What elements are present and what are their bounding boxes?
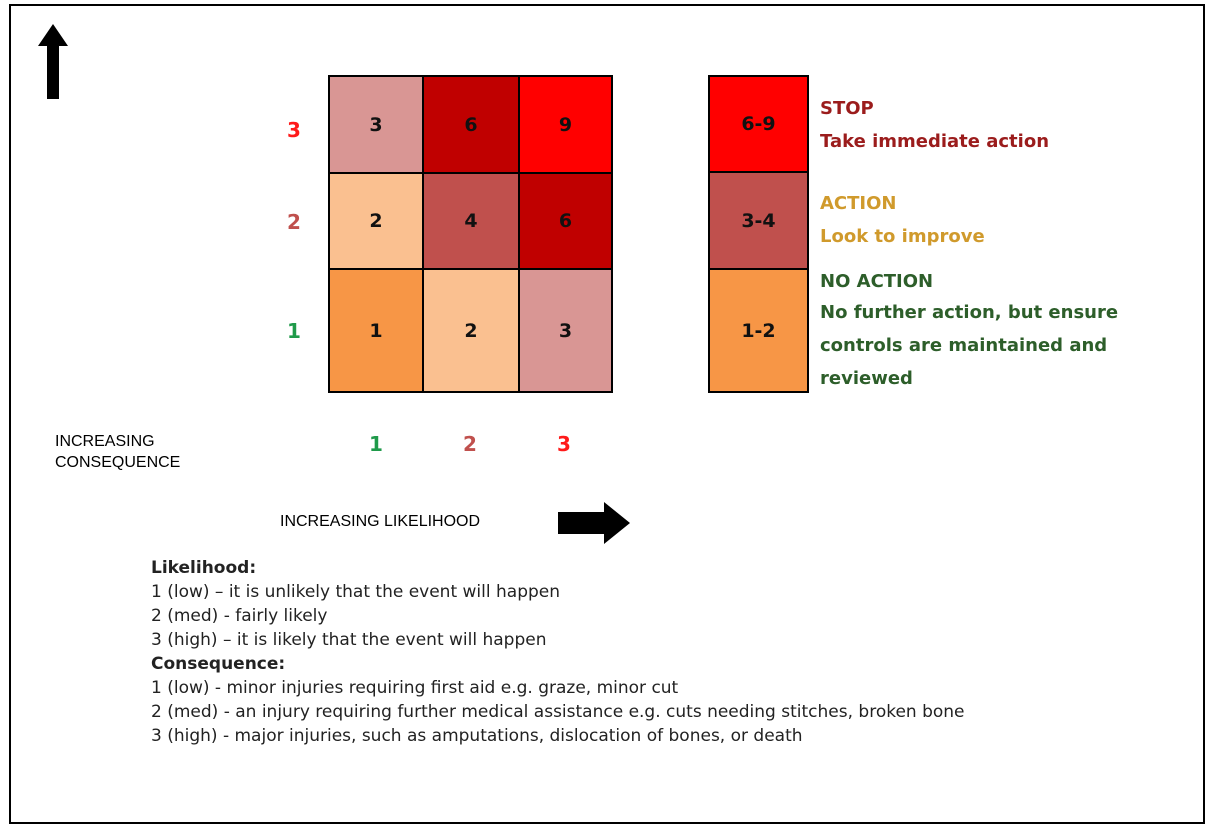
legend-range-action: 3-4 [708,171,809,270]
matrix-cell-r3-c2: 6 [422,75,520,174]
likelihood-axis-label: INCREASING LIKELIHOOD [280,513,481,530]
row-label-1: 1 [287,319,301,343]
likelihood-item: 2 (med) - fairly likely [151,606,328,626]
legend-range-stop: 6-9 [708,75,809,173]
matrix-cell-r1-c2: 2 [422,268,520,393]
legend-no-action-text: No further action, but ensure controls are maintained and reviewed [820,302,1119,389]
legend-action-title: ACTION [820,193,897,214]
col-label-1: 1 [369,432,383,456]
consequence-axis-label: INCREASING CONSEQUENCE [55,433,181,471]
matrix-cell-r1-c1: 1 [328,268,424,393]
legend-stop [820,92,1049,158]
legend-stop-text: Take immediate action [820,131,1050,152]
notes [151,556,1181,748]
matrix-cell-r3-c3: 9 [518,75,613,174]
matrix-cell-r2-c3: 6 [518,172,613,270]
consequence-item: 2 (med) - an injury requiring further medical assistance e.g. cuts needing stitches, broken bone [151,702,965,722]
consequence-heading: Consequence: [151,654,286,674]
legend-no-action-title: NO ACTION [820,271,934,292]
consequence-item: 3 (high) - major injuries, such as amputations, dislocation of bones, or death [151,726,803,746]
up-arrow-icon [38,24,68,99]
likelihood-item: 3 (high) – it is likely that the event will happen [151,630,547,650]
legend-range-no-action: 1-2 [708,268,809,393]
legend-no-action [820,267,1120,395]
consequence-list [151,676,1181,748]
col-label-3: 3 [557,432,571,456]
legend-action [820,187,985,253]
likelihood-list [151,580,1181,652]
matrix-cell-r3-c1: 3 [328,75,424,174]
legend-stop-title: STOP [820,98,874,119]
likelihood-heading: Likelihood: [151,558,257,578]
row-label-3: 3 [287,118,301,142]
right-arrow-icon [558,502,630,544]
col-label-2: 2 [463,432,477,456]
matrix-cell-r2-c1: 2 [328,172,424,270]
likelihood-item: 1 (low) – it is unlikely that the event will happen [151,582,561,602]
row-label-2: 2 [287,210,301,234]
matrix-cell-r2-c2: 4 [422,172,520,270]
matrix-cell-r1-c3: 3 [518,268,613,393]
legend-action-text: Look to improve [820,226,985,247]
consequence-item: 1 (low) - minor injuries requiring first aid e.g. graze, minor cut [151,678,679,698]
